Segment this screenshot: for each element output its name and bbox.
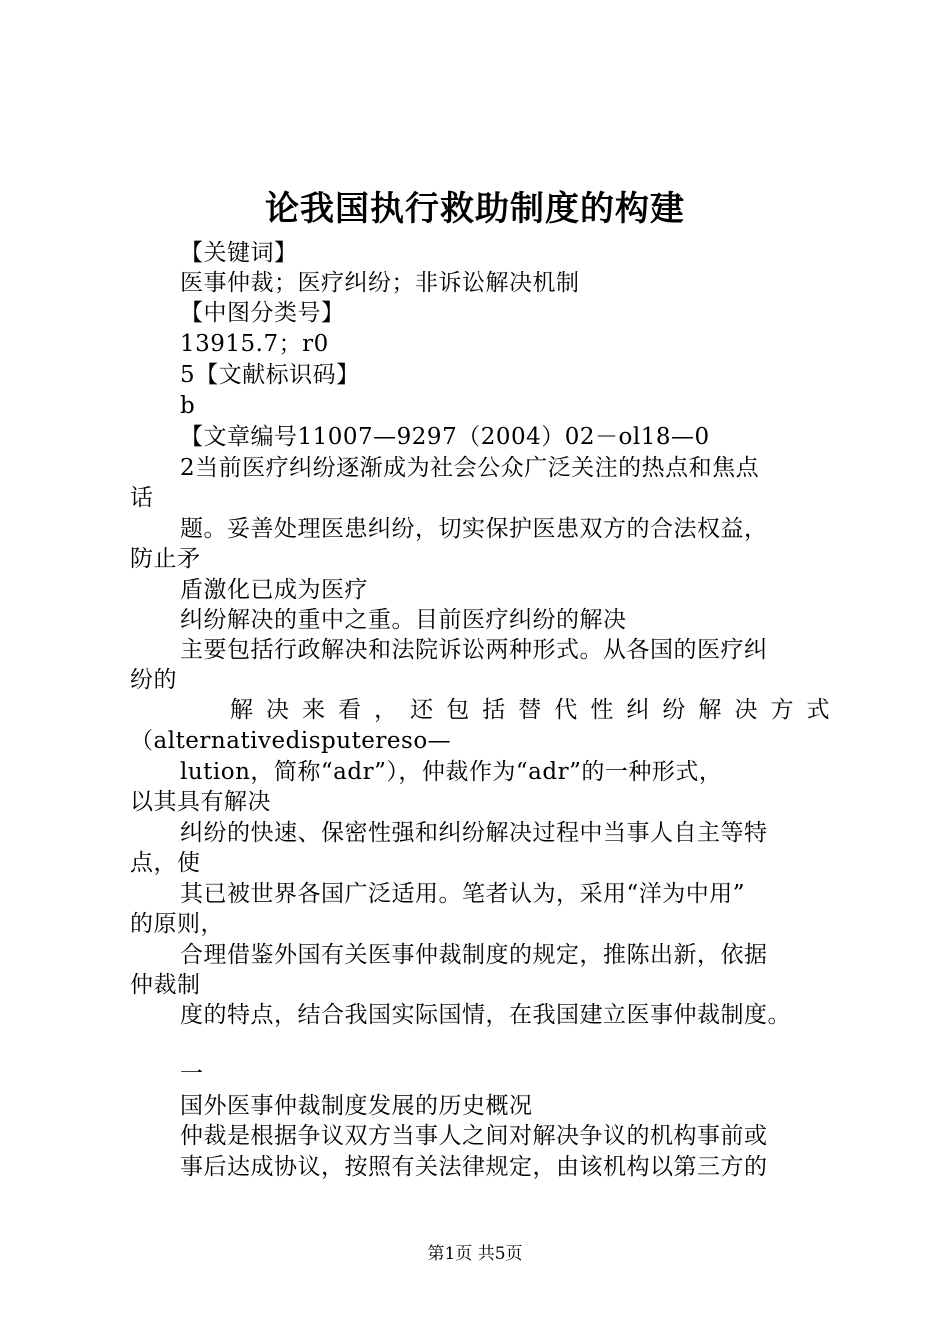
text-line: （alternativedisputereso—: [130, 728, 452, 754]
text-line: 【中图分类号】: [180, 300, 345, 326]
text-line: 题。妥善处理医患纠纷，切实保护医患双方的合法权益，: [180, 516, 768, 542]
text-line: 话: [130, 485, 154, 511]
text-line: 以其具有解决: [130, 789, 271, 815]
text-line: 一: [180, 1061, 204, 1087]
text-line: 仲裁是根据争议双方当事人之间对解决争议的机构事前或: [180, 1123, 768, 1149]
text-line: 点，使: [130, 850, 201, 876]
text-line: 纷的: [130, 667, 177, 693]
text-line: lution，简称“adr”），仲裁作为“adr”的一种形式，: [180, 759, 723, 785]
text-line: 合理借鉴外国有关医事仲裁制度的规定，推陈出新，依据: [180, 942, 768, 968]
text-line: 纠纷解决的重中之重。目前医疗纠纷的解决: [180, 607, 627, 633]
document-title: 论我国执行救助制度的构建: [265, 189, 685, 229]
text-line: 【文章编号11007—9297（2004）02－ol18—0: [180, 424, 710, 450]
text-line: 事后达成协议，按照有关法律规定，由该机构以第三方的: [180, 1154, 768, 1180]
text-line: 解决来看，还包括替代性纠纷解决方式: [230, 697, 830, 723]
text-line: 2当前医疗纠纷逐渐成为社会公众广泛关注的热点和焦点: [180, 455, 760, 481]
text-line: 盾激化已成为医疗: [180, 577, 368, 603]
text-line: b: [180, 393, 196, 419]
text-line: 主要包括行政解决和法院诉讼两种形式。从各国的医疗纠: [180, 637, 768, 663]
text-line: 度的特点，结合我国实际国情，在我国建立医事仲裁制度。: [180, 1002, 791, 1028]
page-footer: 第1页 共5页: [427, 1244, 523, 1264]
text-line: 防止矛: [130, 546, 201, 572]
text-line: 的原则，: [130, 911, 224, 937]
text-line: 5【文献标识码】: [180, 362, 360, 388]
text-line: 【关键词】: [180, 240, 298, 266]
text-line: 其已被世界各国广泛适用。笔者认为，采用“洋为中用”: [180, 881, 746, 907]
text-line: 仲裁制: [130, 972, 201, 998]
text-line: 13915.7；r0: [180, 331, 329, 357]
section-heading: 国外医事仲裁制度发展的历史概况: [180, 1093, 533, 1119]
text-line: 纠纷的快速、保密性强和纠纷解决过程中当事人自主等特: [180, 820, 768, 846]
text-line: 医事仲裁；医疗纠纷；非诉讼解决机制: [180, 270, 580, 296]
